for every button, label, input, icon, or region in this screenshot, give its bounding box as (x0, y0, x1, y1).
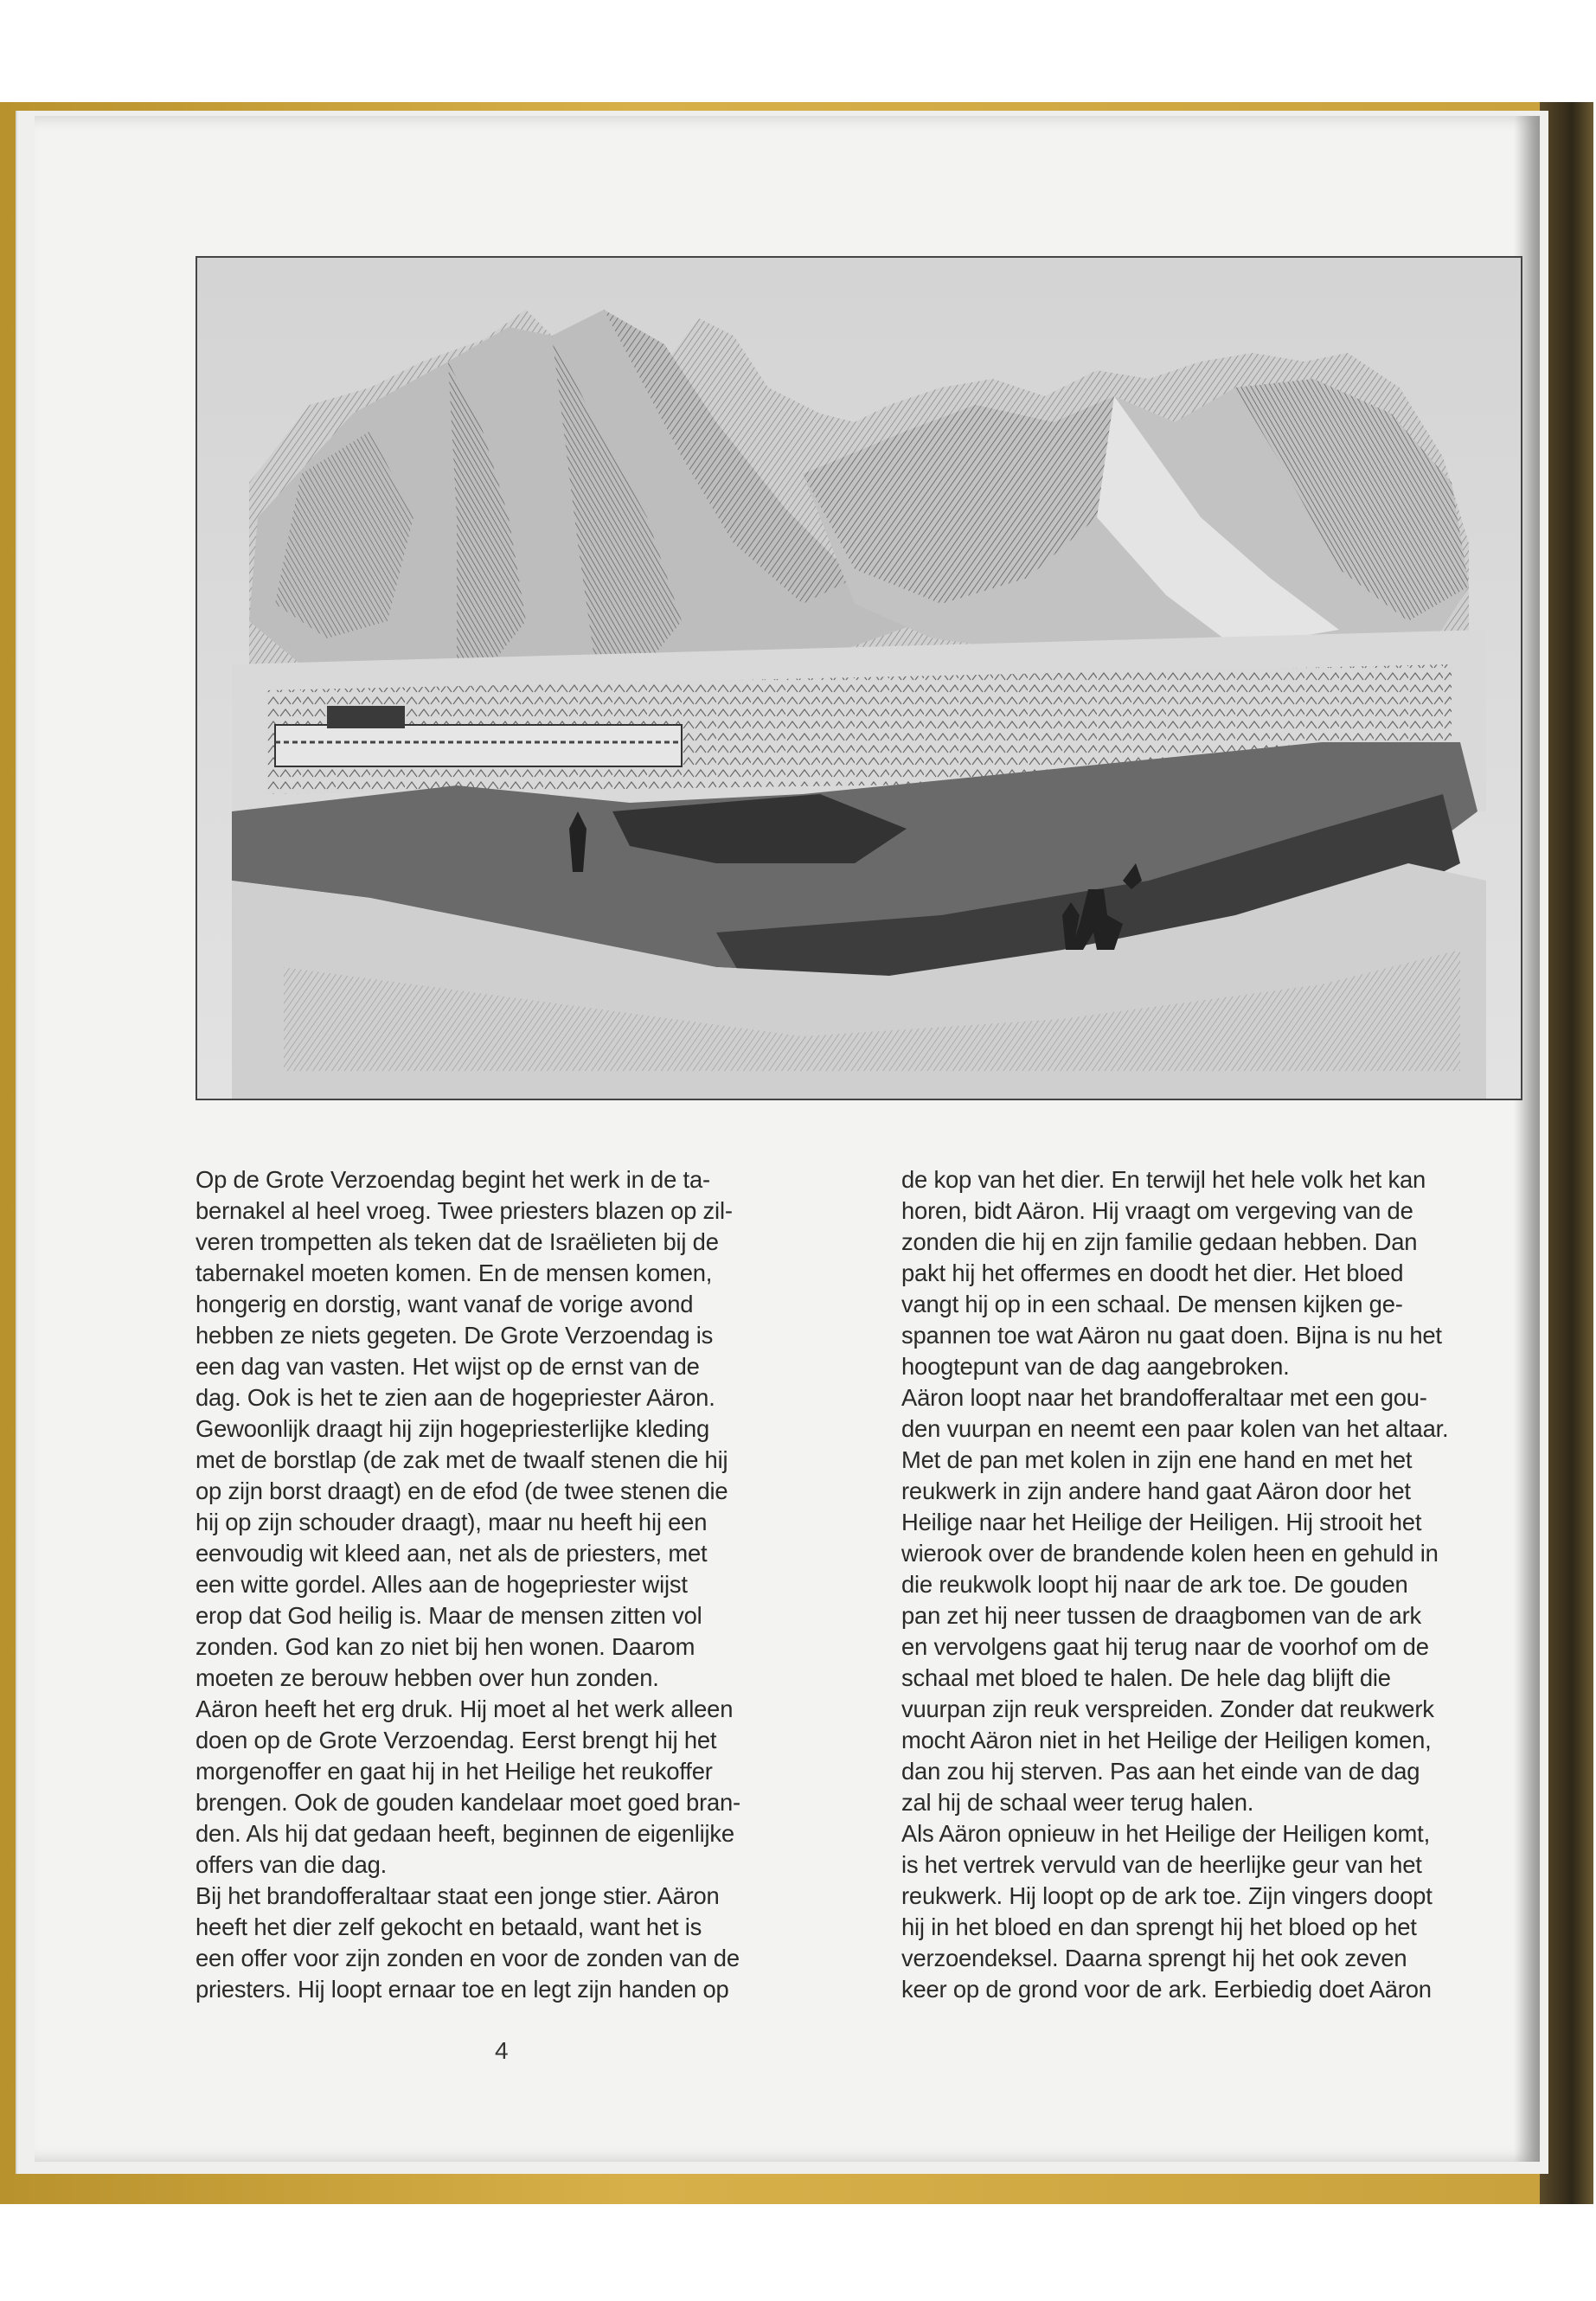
text-line: vangt hij op in een schaal. De mensen kijken ge- (901, 1291, 1403, 1317)
text-line: Op de Grote Verzoendag begint het werk in de ta- (195, 1166, 710, 1193)
text-line: is het vertrek vervuld van de heerlijke geur van het (901, 1851, 1422, 1878)
text-line: Heilige naar het Heilige der Heiligen. Hij strooit het (901, 1509, 1422, 1535)
text-line: bernakel al heel vroeg. Twee priesters blazen op zil- (195, 1197, 733, 1224)
text-line: zal hij de schaal weer terug halen. (901, 1789, 1254, 1816)
text-line: zonden. God kan zo niet bij hen wonen. Daarom (195, 1633, 695, 1660)
text-column-left (195, 1164, 801, 2005)
text-line: hongerig en dorstig, want vanaf de vorige avond (195, 1291, 694, 1317)
text-line: den. Als hij dat gedaan heeft, beginnen de eigenlijke (195, 1820, 734, 1847)
text-line: Met de pan met kolen in zijn ene hand en met het (901, 1446, 1413, 1473)
text-line: spannen toe wat Aäron nu gaat doen. Bijna is nu het (901, 1322, 1442, 1349)
text-line: doen op de Grote Verzoendag. Eerst brengt hij het (195, 1727, 717, 1753)
text-line: hij in het bloed en dan sprengt hij het bloed op het (901, 1913, 1417, 1940)
page-number: 4 (495, 2037, 509, 2064)
text-line: en vervolgens gaat hij terug naar de voorhof om de (901, 1633, 1429, 1660)
text-line: dag. Ook is het te zien aan de hogepriester Aäron. (195, 1384, 715, 1411)
text-line: keer op de grond voor de ark. Eerbiedig doet Aäron (901, 1976, 1432, 2003)
text-line: heeft het dier zelf gekocht en betaald, want het is (195, 1913, 702, 1940)
text-line: mocht Aäron niet in het Heilige der Heiligen komen, (901, 1727, 1432, 1753)
text-line: hij op zijn schouder draagt), maar nu heeft hij een (195, 1509, 708, 1535)
text-line: priesters. Hij loopt ernaar toe en legt zijn handen op (195, 1976, 729, 2003)
text-line: tabernakel moeten komen. En de mensen komen, (195, 1259, 713, 1286)
illustration-mountain-camp (195, 256, 1522, 1100)
text-column-right (901, 1164, 1517, 2005)
text-line: erop dat God heilig is. Maar de mensen zitten vol (195, 1602, 702, 1629)
text-line: dan zou hij sterven. Pas aan het einde van de dag (901, 1758, 1420, 1785)
text-line: reukwerk. Hij loopt op de ark toe. Zijn vingers doopt (901, 1882, 1433, 1909)
text-line: een dag van vasten. Het wijst op de ernst van de (195, 1353, 700, 1380)
text-line: Gewoonlijk draagt hij zijn hogepriesterlijke kleding (195, 1415, 710, 1442)
text-line: hoogtepunt van de dag aangebroken. (901, 1353, 1290, 1380)
text-line: offers van die dag. (195, 1851, 388, 1878)
text-line: een offer voor zijn zonden en voor de zonden van de (195, 1945, 740, 1971)
text-line: hebben ze niets gegeten. De Grote Verzoendag is (195, 1322, 714, 1349)
text-line: morgenoffer en gaat hij in het Heilige het reukoffer (195, 1758, 713, 1785)
text-line: een witte gordel. Alles aan de hogepriester wijst (195, 1571, 688, 1598)
text-line: Bij het brandofferaltaar staat een jonge stier. Aäron (195, 1882, 720, 1909)
text-line: Aäron heeft het erg druk. Hij moet al het werk alleen (195, 1695, 734, 1722)
text-line: veren trompetten als teken dat de Israëlieten bij de (195, 1228, 719, 1255)
text-line: op zijn borst draagt) en de efod (de twee stenen die (195, 1477, 728, 1504)
text-line: met de borstlap (de zak met de twaalf stenen die hij (195, 1446, 728, 1473)
engraving-image (197, 258, 1521, 1099)
text-line: pan zet hij neer tussen de draagbomen van de ark (901, 1602, 1422, 1629)
text-line: pakt hij het offermes en doodt het dier. Het bloed (901, 1259, 1404, 1286)
text-line: die reukwolk loopt hij naar de ark toe. De gouden (901, 1571, 1408, 1598)
text-line: zonden die hij en zijn familie gedaan hebben. Dan (901, 1228, 1418, 1255)
text-line: wierook over de brandende kolen heen en gehuld in (901, 1540, 1439, 1567)
text-line: den vuurpan en neemt een paar kolen van het altaar. (901, 1415, 1449, 1442)
text-line: brengen. Ook de gouden kandelaar moet goed bran- (195, 1789, 740, 1816)
text-line: Aäron loopt naar het brandofferaltaar met een gou- (901, 1384, 1427, 1411)
text-line: Als Aäron opnieuw in het Heilige der Heiligen komt, (901, 1820, 1430, 1847)
text-line: moeten ze berouw hebben over hun zonden. (195, 1664, 659, 1691)
text-line: schaal met bloed te halen. De hele dag blijft die (901, 1664, 1391, 1691)
text-line: vuurpan zijn reuk verspreiden. Zonder dat reukwerk (901, 1695, 1434, 1722)
text-line: eenvoudig wit kleed aan, net als de priesters, met (195, 1540, 708, 1567)
text-line: horen, bidt Aäron. Hij vraagt om vergeving van de (901, 1197, 1413, 1224)
text-line: verzoendeksel. Daarna sprengt hij het ook zeven (901, 1945, 1407, 1971)
text-line: reukwerk in zijn andere hand gaat Aäron door het (901, 1477, 1411, 1504)
text-line: de kop van het dier. En terwijl het hele volk het kan (901, 1166, 1426, 1193)
